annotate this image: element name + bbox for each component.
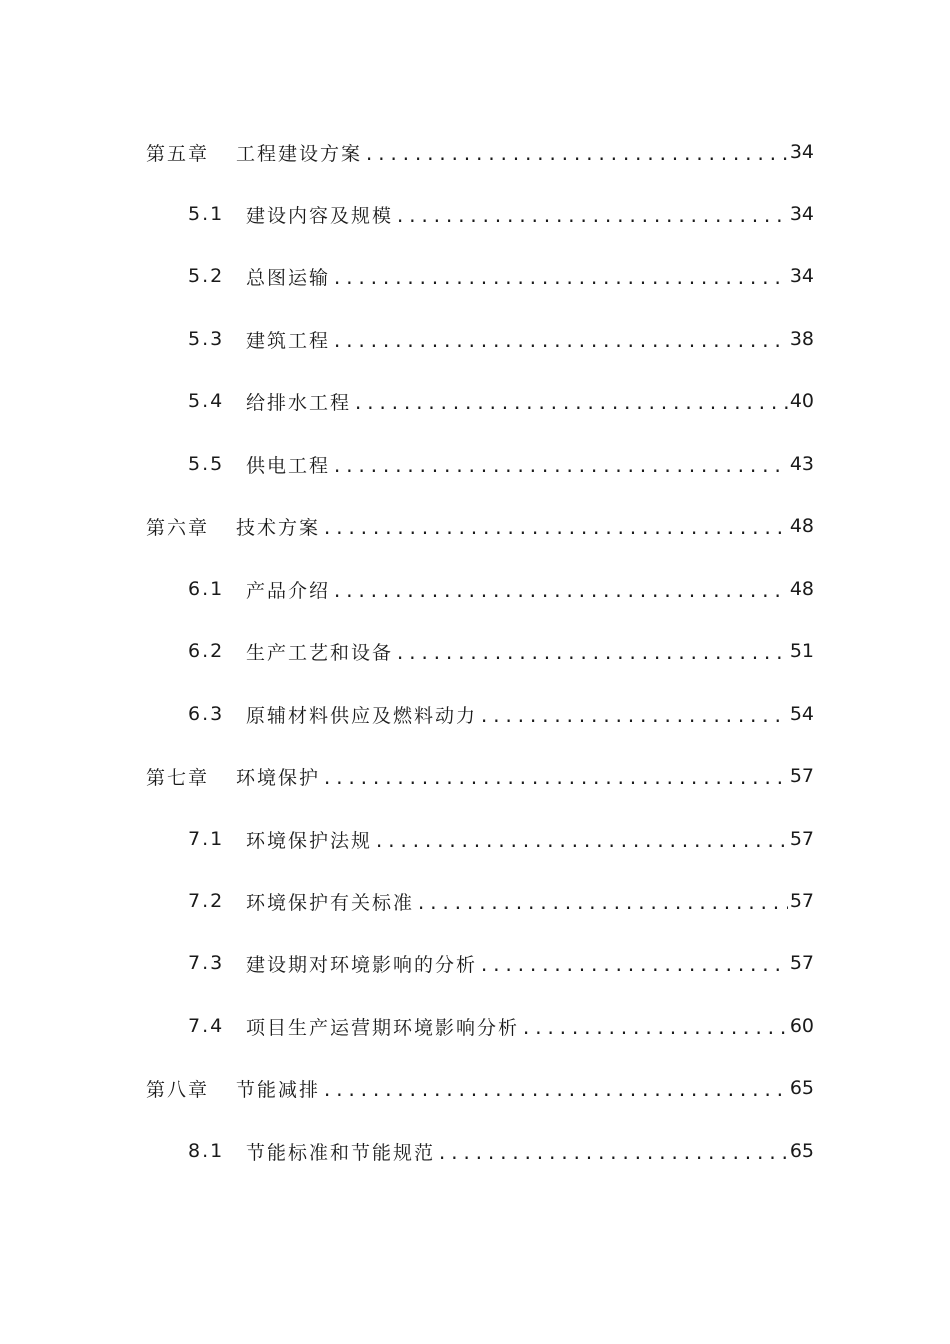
- toc-dot-leader: [364, 145, 788, 165]
- toc-entry-title: 工程建设方案: [236, 142, 363, 165]
- toc-entry-6-1[interactable]: [188, 574, 814, 604]
- toc-entry-page: 60: [789, 1015, 814, 1037]
- toc-dot-leader: [332, 457, 788, 477]
- toc-entry-page: 34: [789, 203, 814, 225]
- toc-entry-page: 57: [789, 765, 814, 787]
- toc-dot-leader: [521, 1019, 788, 1039]
- toc-entry-title: 环境保护: [236, 766, 321, 789]
- toc-dot-leader: [479, 707, 788, 727]
- toc-entry-7-2[interactable]: [188, 886, 814, 916]
- toc-dot-leader: [322, 519, 788, 539]
- toc-dot-leader: [322, 1081, 788, 1101]
- toc-entry-chapter-7[interactable]: [146, 761, 814, 791]
- toc-entry-title: 产品介绍: [246, 579, 331, 602]
- toc-entry-number: 5.5: [188, 453, 225, 475]
- toc-entry-page: 43: [789, 453, 814, 475]
- toc-entry-number: 5.3: [188, 328, 225, 350]
- toc-entry-page: 34: [789, 265, 814, 287]
- toc-entry-title: 生产工艺和设备: [246, 641, 394, 664]
- toc-entry-page: 34: [789, 141, 814, 163]
- toc-entry-number: 第八章: [146, 1078, 210, 1101]
- toc-dot-leader: [353, 394, 788, 414]
- toc-entry-number: 第七章: [146, 766, 210, 789]
- toc-entry-6-3[interactable]: [188, 699, 814, 729]
- toc-entry-5-4[interactable]: [188, 386, 814, 416]
- toc-entry-chapter-5[interactable]: [146, 137, 814, 167]
- toc-dot-leader: [332, 582, 788, 602]
- toc-entry-5-1[interactable]: [188, 199, 814, 229]
- toc-entry-page: 57: [789, 952, 814, 974]
- toc-entry-5-2[interactable]: [188, 261, 814, 291]
- toc-entry-title: 建筑工程: [246, 329, 331, 352]
- toc-entry-page: 40: [789, 390, 814, 412]
- toc-entry-number: 6.2: [188, 640, 225, 662]
- toc-entry-number: 5.1: [188, 203, 225, 225]
- toc-entry-page: 38: [789, 328, 814, 350]
- toc-dot-leader: [322, 769, 788, 789]
- toc-entry-number: 第六章: [146, 516, 210, 539]
- toc-entry-title: 技术方案: [236, 516, 321, 539]
- toc-entry-6-2[interactable]: [188, 636, 814, 666]
- toc-entry-title: 项目生产运营期环境影响分析: [246, 1016, 520, 1039]
- toc-entry-chapter-8[interactable]: [146, 1073, 814, 1103]
- toc-dot-leader: [332, 269, 788, 289]
- toc-entry-title: 节能标准和节能规范: [246, 1141, 436, 1164]
- toc-entry-title: 节能减排: [236, 1078, 321, 1101]
- toc-entry-number: 5.4: [188, 390, 225, 412]
- toc-entry-number: 第五章: [146, 142, 210, 165]
- toc-entry-number: 7.4: [188, 1015, 225, 1037]
- toc-entry-page: 48: [789, 578, 814, 600]
- toc-dot-leader: [374, 832, 788, 852]
- toc-entry-title: 环境保护法规: [246, 829, 373, 852]
- toc-entry-number: 5.2: [188, 265, 225, 287]
- toc-dot-leader: [332, 332, 788, 352]
- toc-dot-leader: [395, 207, 788, 227]
- toc-dot-leader: [395, 644, 788, 664]
- toc-entry-page: 65: [789, 1077, 814, 1099]
- toc-entry-title: 供电工程: [246, 454, 331, 477]
- toc-entry-number: 7.2: [188, 890, 225, 912]
- toc-entry-title: 总图运输: [246, 266, 331, 289]
- toc-entry-page: 57: [789, 828, 814, 850]
- toc-entry-5-3[interactable]: [188, 324, 814, 354]
- toc-entry-5-5[interactable]: [188, 449, 814, 479]
- toc-entry-number: 8.1: [188, 1140, 225, 1162]
- toc-entry-8-1[interactable]: [188, 1136, 814, 1166]
- toc-entry-number: 6.1: [188, 578, 225, 600]
- toc-entry-chapter-6[interactable]: [146, 511, 814, 541]
- toc-entry-page: 48: [789, 515, 814, 537]
- toc-entry-title: 环境保护有关标准: [246, 891, 415, 914]
- toc-dot-leader: [437, 1144, 788, 1164]
- toc-entry-title: 建设期对环境影响的分析: [246, 953, 478, 976]
- toc-dot-leader: [479, 956, 788, 976]
- toc-entry-page: 54: [789, 703, 814, 725]
- toc-entry-page: 65: [789, 1140, 814, 1162]
- toc-entry-number: 7.1: [188, 828, 225, 850]
- toc-entry-7-3[interactable]: [188, 948, 814, 978]
- toc-entry-title: 建设内容及规模: [246, 204, 394, 227]
- toc-entry-page: 51: [789, 640, 814, 662]
- toc-entry-7-4[interactable]: [188, 1011, 814, 1041]
- toc-entry-title: 原辅材料供应及燃料动力: [246, 704, 478, 727]
- toc-dot-leader: [416, 894, 788, 914]
- toc-entry-page: 57: [789, 890, 814, 912]
- toc-entry-number: 6.3: [188, 703, 225, 725]
- toc-entry-number: 7.3: [188, 952, 225, 974]
- toc-entry-title: 给排水工程: [246, 391, 352, 414]
- toc-entry-7-1[interactable]: [188, 824, 814, 854]
